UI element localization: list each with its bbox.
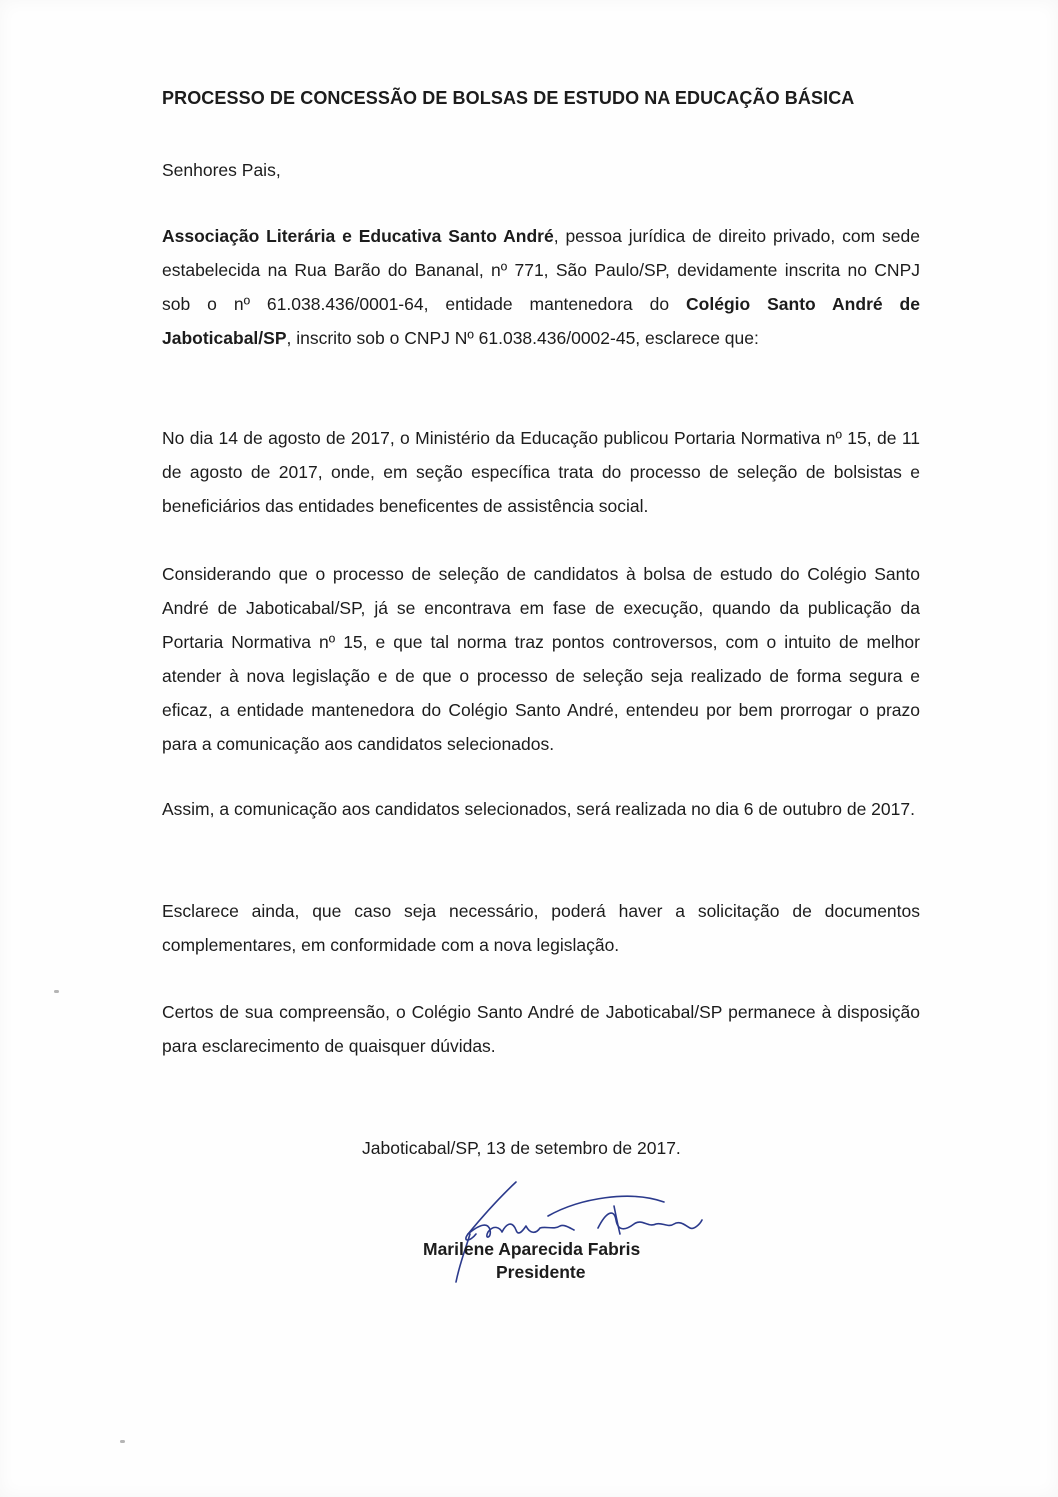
document-title: PROCESSO DE CONCESSÃO DE BOLSAS DE ESTUDO NA EDUCAÇÃO BÁSICA [162, 88, 855, 108]
school-details: , inscrito sob o CNPJ Nº 61.038.436/0002-45, esclarece que: [286, 328, 759, 348]
signer-name: Marilene Aparecida Fabris [423, 1239, 641, 1259]
paragraph-documents: Esclarece ainda, que caso seja necessário, poderá haver a solicitação de documentos complementares, em conformidade com a nova legislação. [162, 901, 920, 955]
place-and-date: Jaboticabal/SP, 13 de setembro de 2017. [362, 1138, 681, 1158]
institution-details: , pessoa jurídica de direito privado, com sede estabelecida na Rua Barão do Bananal, nº 771, São Paulo/SP, devidamente inscrita no CNPJ sob o nº 61.038.436/0001-64, entidade mantenedora do [162, 226, 921, 314]
paragraph-closing: Certos de sua compreensão, o Colégio Santo André de Jaboticabal/SP permanece à disposição para esclarecimento de quaisquer dúvidas. [162, 1002, 920, 1056]
paragraph-ministry: No dia 14 de agosto de 2017, o Ministério da Educação publicou Portaria Normativa nº 15, de 11 de agosto de 2017, onde, em seção específica trata do processo de seleção de bolsistas e beneficiários das entidades beneficentes de assistência social. [162, 428, 920, 516]
greeting: Senhores Pais, [162, 160, 281, 180]
institution-name: Associação Literária e Educativa Santo André [162, 226, 554, 246]
signer-role: Presidente [496, 1262, 586, 1282]
scan-speck [54, 990, 59, 993]
paragraph-communication-date: Assim, a comunicação aos candidatos selecionados, será realizada no dia 6 de outubro de 2017. [162, 799, 915, 819]
paragraph-selection-process: Considerando que o processo de seleção de candidatos à bolsa de estudo do Colégio Santo André de Jaboticabal/SP, já se encontrava em fase de execução, quando da publicação da Portaria Normativa nº 15, e que tal norma traz pontos controversos, com o intuito de melhor atender à nova legislação e de que o processo de seleção seja realizado de forma segura e eficaz, a entidade mantenedora do Colégio Santo André, entendeu por bem prorrogar o prazo para a comunicação aos candidatos selecionados. [162, 564, 920, 754]
scan-speck [120, 1440, 125, 1443]
paragraph-institution [162, 219, 920, 355]
school-name: Colégio Santo André de Jaboticabal/SP [162, 294, 920, 348]
